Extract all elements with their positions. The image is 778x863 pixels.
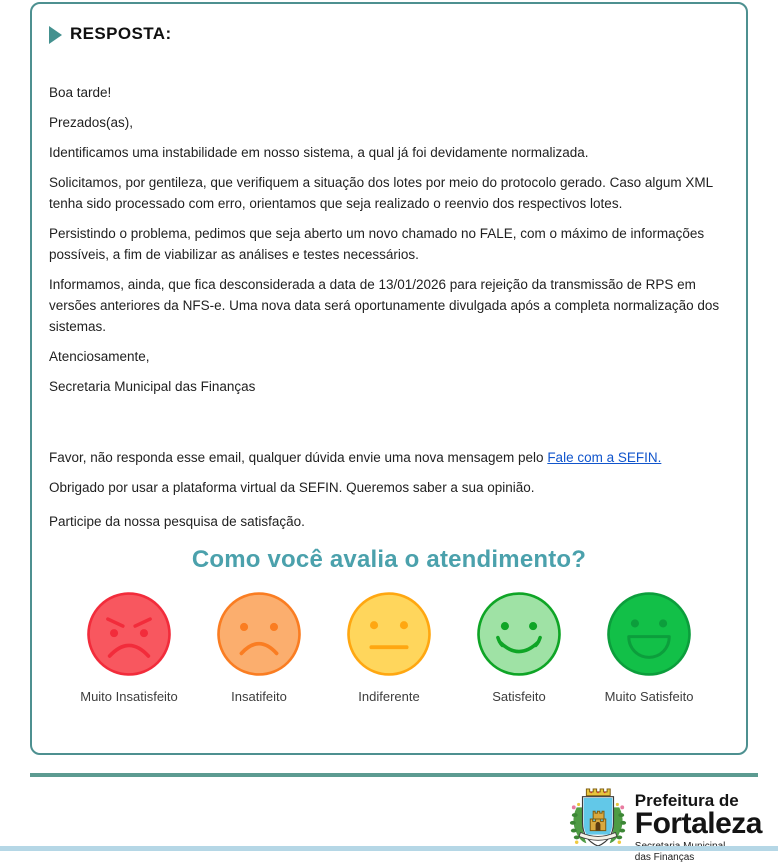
satisfaction-survey: [49, 546, 729, 704]
message-body: [49, 82, 729, 532]
response-title: RESPOSTA:: [70, 24, 172, 43]
no-reply-notice: [49, 447, 729, 468]
no-reply-text: Favor, não responda esse email, qualquer dúvida envie uma nova mensagem pelo: [49, 450, 548, 465]
logo-das-financas: das Finanças: [634, 852, 695, 863]
response-card: [30, 2, 748, 755]
survey-option-label: Indiferente: [358, 689, 420, 704]
survey-option-indiferente[interactable]: [345, 590, 433, 704]
survey-options-row: [49, 590, 729, 704]
survey-option-satisfeito[interactable]: [475, 590, 563, 704]
paragraph-signature: Secretaria Municipal das Finanças: [49, 379, 256, 394]
response-header: [49, 24, 729, 44]
survey-option-muito-insatisfeito[interactable]: [80, 590, 178, 704]
survey-invite-text: Participe da nossa pesquisa de satisfação.: [49, 514, 305, 529]
survey-question: Como você avalia o atendimento?: [191, 546, 587, 573]
grinning-face-icon: [605, 590, 693, 678]
sad-face-icon: [215, 590, 303, 678]
bottom-blue-bar: [0, 846, 778, 851]
paragraph-salutation: Prezados(as),: [49, 115, 134, 130]
paragraph-greeting: Boa tarde!: [49, 85, 112, 100]
logo-prefeitura-de: Prefeitura de: [634, 791, 739, 810]
survey-option-muito-satisfeito[interactable]: [605, 590, 693, 704]
survey-option-label: Muito Insatisfeito: [80, 689, 178, 704]
thanks-text: Obrigado por usar a plataforma virtual da SEFIN. Queremos saber a sua opinião.: [49, 480, 535, 495]
survey-option-label: Insatifeito: [231, 689, 287, 704]
fale-com-sefin-link[interactable]: Fale com a SEFIN.: [547, 450, 662, 465]
logo-text-block: [635, 792, 762, 863]
smiling-face-icon: [475, 590, 563, 678]
fortaleza-crest-icon: [567, 786, 629, 850]
paragraph-lotes: Solicitamos, por gentileza, que verifiquem a situação dos lotes por meio do protocolo gerado. Caso algum XML tenha sido processado com erro, orientamos que seja realizado o reenvio dos respectivos lotes.: [49, 175, 713, 211]
paragraph-data: Informamos, ainda, que fica desconsiderada a data de 13/01/2026 para rejeição da transmissão de RPS em versões anteriores da NFS-e. Uma nova data será oportunamente divulgada após a completa normalização dos sistemas.: [49, 277, 720, 334]
arrow-right-icon: [49, 26, 62, 44]
survey-option-insatifeito[interactable]: [215, 590, 303, 704]
survey-option-label: Satisfeito: [492, 689, 546, 704]
logo-fortaleza: Fortaleza: [634, 807, 762, 840]
survey-option-label: Muito Satisfeito: [604, 689, 694, 704]
paragraph-instability: Identificamos uma instabilidade em nosso sistema, a qual já foi devidamente normalizada.: [49, 145, 589, 160]
paragraph-fale: Persistindo o problema, pedimos que seja aberto um novo chamado no FALE, com o máximo de informações possíveis, a fim de viabilizar as análises e testes necessários.: [49, 226, 705, 262]
angry-face-icon: [85, 590, 173, 678]
neutral-face-icon: [345, 590, 433, 678]
prefeitura-fortaleza-logo: [567, 786, 762, 863]
footer-divider: [30, 773, 758, 777]
paragraph-regards: Atenciosamente,: [49, 349, 150, 364]
